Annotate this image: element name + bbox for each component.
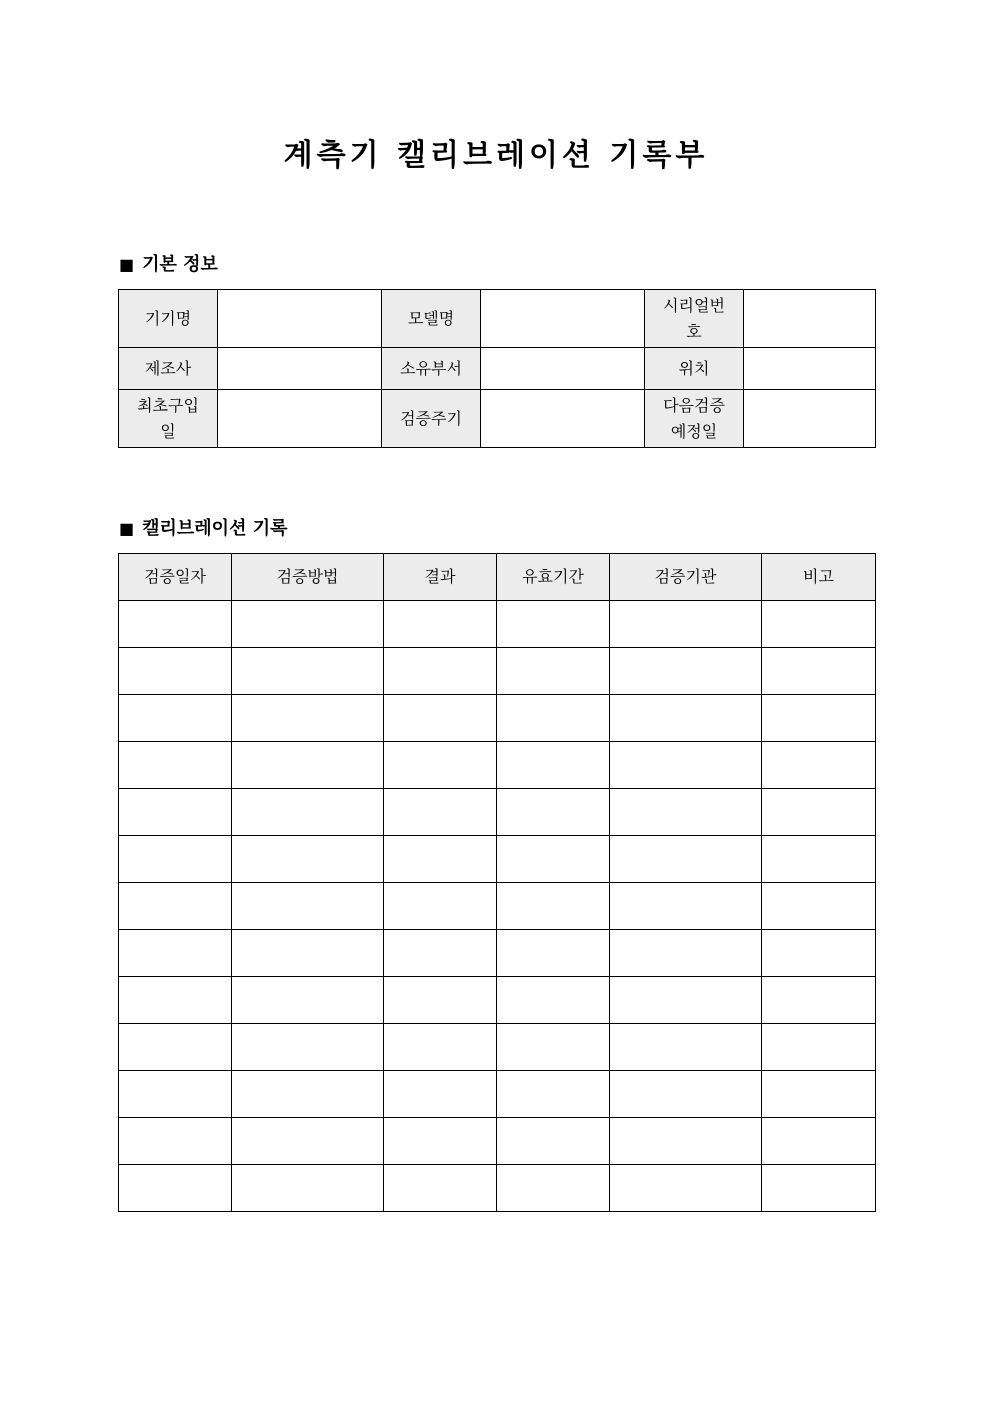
field-manufacturer[interactable]	[218, 348, 382, 390]
cell-method[interactable]	[232, 1024, 384, 1071]
cell-method[interactable]	[232, 1165, 384, 1212]
table-row	[119, 1118, 876, 1165]
cell-method[interactable]	[232, 883, 384, 930]
column-header-remarks: 비고	[762, 554, 876, 601]
cell-agency[interactable]	[610, 789, 762, 836]
cell-method[interactable]	[232, 742, 384, 789]
field-purchase-date[interactable]	[218, 390, 382, 448]
cell-result[interactable]	[384, 742, 497, 789]
cell-validity[interactable]	[497, 977, 610, 1024]
section-heading-calibration	[119, 517, 288, 541]
cell-validity[interactable]	[497, 836, 610, 883]
table-header-row	[119, 554, 876, 601]
basic-info-table	[118, 289, 876, 448]
label-calibration-cycle: 검증주기	[382, 390, 481, 448]
label-owner-department: 소유부서	[382, 348, 481, 390]
cell-result[interactable]	[384, 601, 497, 648]
field-owner-department[interactable]	[481, 348, 645, 390]
cell-date[interactable]	[119, 930, 232, 977]
column-header-method: 검증방법	[232, 554, 384, 601]
cell-result[interactable]	[384, 1071, 497, 1118]
cell-result[interactable]	[384, 930, 497, 977]
cell-date[interactable]	[119, 977, 232, 1024]
cell-date[interactable]	[119, 836, 232, 883]
label-serial-number: 시리얼번 호	[645, 290, 744, 348]
cell-date[interactable]	[119, 1118, 232, 1165]
label-location: 위치	[645, 348, 744, 390]
column-header-result: 결과	[384, 554, 497, 601]
cell-agency[interactable]	[610, 1118, 762, 1165]
cell-agency[interactable]	[610, 695, 762, 742]
cell-date[interactable]	[119, 648, 232, 695]
column-header-agency: 검증기관	[610, 554, 762, 601]
cell-date[interactable]	[119, 695, 232, 742]
cell-date[interactable]	[119, 601, 232, 648]
section-heading-label: 기본 정보	[142, 254, 218, 275]
label-device-name: 기기명	[119, 290, 218, 348]
cell-validity[interactable]	[497, 1071, 610, 1118]
cell-validity[interactable]	[497, 601, 610, 648]
cell-remarks[interactable]	[762, 1118, 876, 1165]
label-purchase-date: 최초구입 일	[119, 390, 218, 448]
table-row	[119, 742, 876, 789]
cell-validity[interactable]	[497, 930, 610, 977]
cell-date[interactable]	[119, 883, 232, 930]
cell-result[interactable]	[384, 883, 497, 930]
square-bullet-icon: ■	[119, 519, 135, 538]
cell-remarks[interactable]	[762, 836, 876, 883]
table-row	[119, 789, 876, 836]
table-row	[119, 883, 876, 930]
cell-agency[interactable]	[610, 930, 762, 977]
field-location[interactable]	[744, 348, 876, 390]
cell-agency[interactable]	[610, 601, 762, 648]
square-bullet-icon: ■	[119, 255, 135, 274]
cell-method[interactable]	[232, 1118, 384, 1165]
cell-result[interactable]	[384, 695, 497, 742]
cell-remarks[interactable]	[762, 883, 876, 930]
cell-result[interactable]	[384, 836, 497, 883]
cell-agency[interactable]	[610, 1165, 762, 1212]
cell-agency[interactable]	[610, 883, 762, 930]
cell-agency[interactable]	[610, 1071, 762, 1118]
cell-result[interactable]	[384, 1165, 497, 1212]
field-next-calibration-date[interactable]	[744, 390, 876, 448]
cell-validity[interactable]	[497, 1165, 610, 1212]
section-heading-label: 캘리브레이션 기록	[142, 518, 288, 539]
cell-validity[interactable]	[497, 883, 610, 930]
cell-method[interactable]	[232, 789, 384, 836]
document-title: 계측기 캘리브레이션 기록부	[283, 138, 709, 173]
table-row	[119, 977, 876, 1024]
calibration-records-table	[118, 553, 876, 1212]
column-header-date: 검증일자	[119, 554, 232, 601]
field-model-name[interactable]	[481, 290, 645, 348]
cell-result[interactable]	[384, 1118, 497, 1165]
cell-agency[interactable]	[610, 977, 762, 1024]
cell-result[interactable]	[384, 789, 497, 836]
table-row	[119, 1024, 876, 1071]
cell-remarks[interactable]	[762, 930, 876, 977]
cell-date[interactable]	[119, 789, 232, 836]
column-header-validity: 유효기간	[497, 554, 610, 601]
field-device-name[interactable]	[218, 290, 382, 348]
cell-remarks[interactable]	[762, 1165, 876, 1212]
label-next-calibration-date: 다음검증 예정일	[645, 390, 744, 448]
cell-method[interactable]	[232, 601, 384, 648]
table-row	[119, 695, 876, 742]
cell-remarks[interactable]	[762, 601, 876, 648]
cell-agency[interactable]	[610, 1024, 762, 1071]
cell-method[interactable]	[232, 1071, 384, 1118]
cell-remarks[interactable]	[762, 648, 876, 695]
cell-validity[interactable]	[497, 1024, 610, 1071]
cell-remarks[interactable]	[762, 695, 876, 742]
cell-remarks[interactable]	[762, 1024, 876, 1071]
cell-remarks[interactable]	[762, 977, 876, 1024]
cell-agency[interactable]	[610, 836, 762, 883]
cell-date[interactable]	[119, 1165, 232, 1212]
cell-agency[interactable]	[610, 648, 762, 695]
cell-date[interactable]	[119, 1024, 232, 1071]
cell-method[interactable]	[232, 836, 384, 883]
cell-method[interactable]	[232, 648, 384, 695]
cell-method[interactable]	[232, 930, 384, 977]
cell-agency[interactable]	[610, 742, 762, 789]
cell-validity[interactable]	[497, 695, 610, 742]
cell-date[interactable]	[119, 1071, 232, 1118]
section-heading-basic-info	[119, 253, 218, 277]
table-row	[119, 648, 876, 695]
cell-validity[interactable]	[497, 789, 610, 836]
table-row	[119, 1165, 876, 1212]
label-manufacturer: 제조사	[119, 348, 218, 390]
cell-result[interactable]	[384, 1024, 497, 1071]
table-row	[119, 601, 876, 648]
cell-result[interactable]	[384, 648, 497, 695]
field-serial-number[interactable]	[744, 290, 876, 348]
table-row	[119, 1071, 876, 1118]
cell-remarks[interactable]	[762, 1071, 876, 1118]
cell-method[interactable]	[232, 977, 384, 1024]
cell-date[interactable]	[119, 742, 232, 789]
cell-remarks[interactable]	[762, 789, 876, 836]
cell-validity[interactable]	[497, 742, 610, 789]
table-row	[119, 836, 876, 883]
cell-remarks[interactable]	[762, 742, 876, 789]
label-model-name: 모델명	[382, 290, 481, 348]
field-calibration-cycle[interactable]	[481, 390, 645, 448]
cell-validity[interactable]	[497, 648, 610, 695]
cell-validity[interactable]	[497, 1118, 610, 1165]
table-row	[119, 930, 876, 977]
cell-method[interactable]	[232, 695, 384, 742]
cell-result[interactable]	[384, 977, 497, 1024]
